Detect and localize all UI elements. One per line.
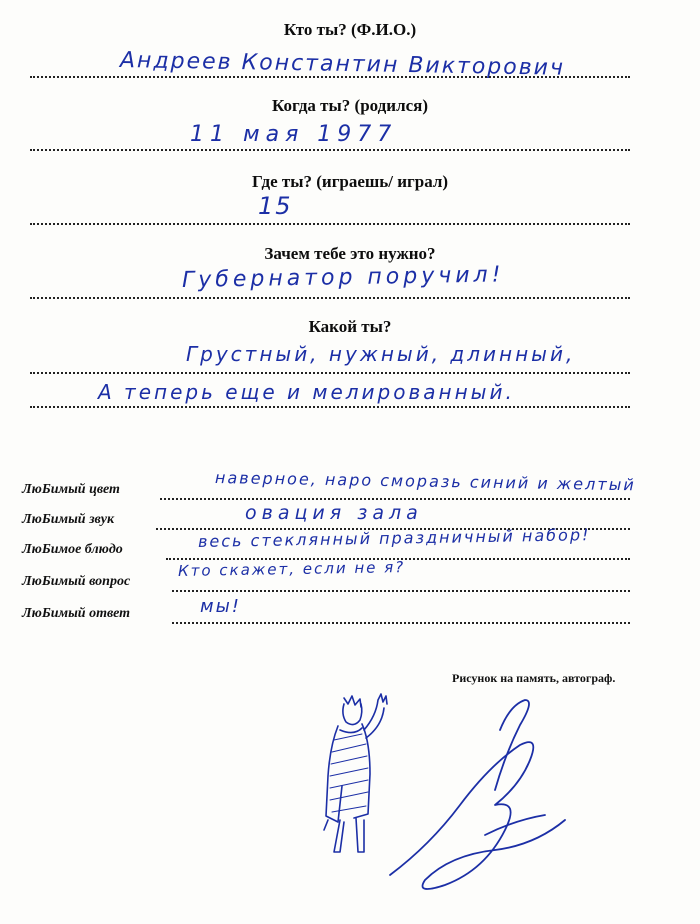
answer-line-what-1 — [30, 370, 630, 374]
favorite-dish-value: весь стеклянный праздничный набор! — [197, 525, 591, 551]
favorite-question-label: ЛюБимый вопрос — [22, 574, 131, 589]
answer-line-where — [30, 221, 630, 225]
answer-what-line1: Грустный, нужный, длинный, — [186, 342, 576, 366]
answer-why: Губернатор поручил! — [181, 262, 505, 293]
favorite-answer-value: мы! — [200, 596, 242, 617]
favorite-color-value: наверное, наро сморазь синий и желтый — [214, 468, 636, 495]
answer-who: Андреев Константин Викторович — [119, 48, 566, 81]
answer-where: 15 — [258, 192, 293, 220]
favorite-color-label: ЛюБимый цвет — [22, 482, 120, 497]
favorite-color-line — [160, 496, 630, 500]
answer-line-who — [30, 74, 630, 78]
answer-line-why — [30, 295, 630, 299]
question-who: Кто ты? (Ф.И.О.) — [283, 20, 417, 39]
question-what: Какой ты? — [308, 317, 392, 336]
answer-line-when — [30, 147, 630, 151]
favorite-sound-label: ЛюБимый звук — [22, 512, 115, 527]
figure-drawing — [324, 694, 387, 852]
drawing-caption: Рисунок на память, автограф. — [452, 671, 616, 685]
favorite-question-value: Кто скажет, если не я? — [177, 558, 406, 580]
question-when: Когда ты? (родился) — [271, 96, 429, 115]
sketch-and-autograph — [300, 690, 660, 910]
autograph-signature — [390, 700, 565, 889]
question-why: Зачем тебе это нужно? — [264, 244, 436, 263]
favorite-answer-line — [172, 620, 630, 624]
answer-what-line2: А теперь еще и мелированный. — [98, 380, 515, 404]
answer-when: 11 мая 1977 — [190, 122, 398, 147]
favorite-question-line — [172, 588, 630, 592]
favorite-answer-label: ЛюБимый ответ — [22, 606, 130, 621]
question-where: Где ты? (играешь/ играл) — [251, 172, 449, 191]
favorite-dish-label: ЛюБимое блюдо — [22, 542, 123, 557]
answer-line-what-2 — [30, 404, 630, 408]
favorite-sound-value: овация зала — [245, 502, 423, 524]
